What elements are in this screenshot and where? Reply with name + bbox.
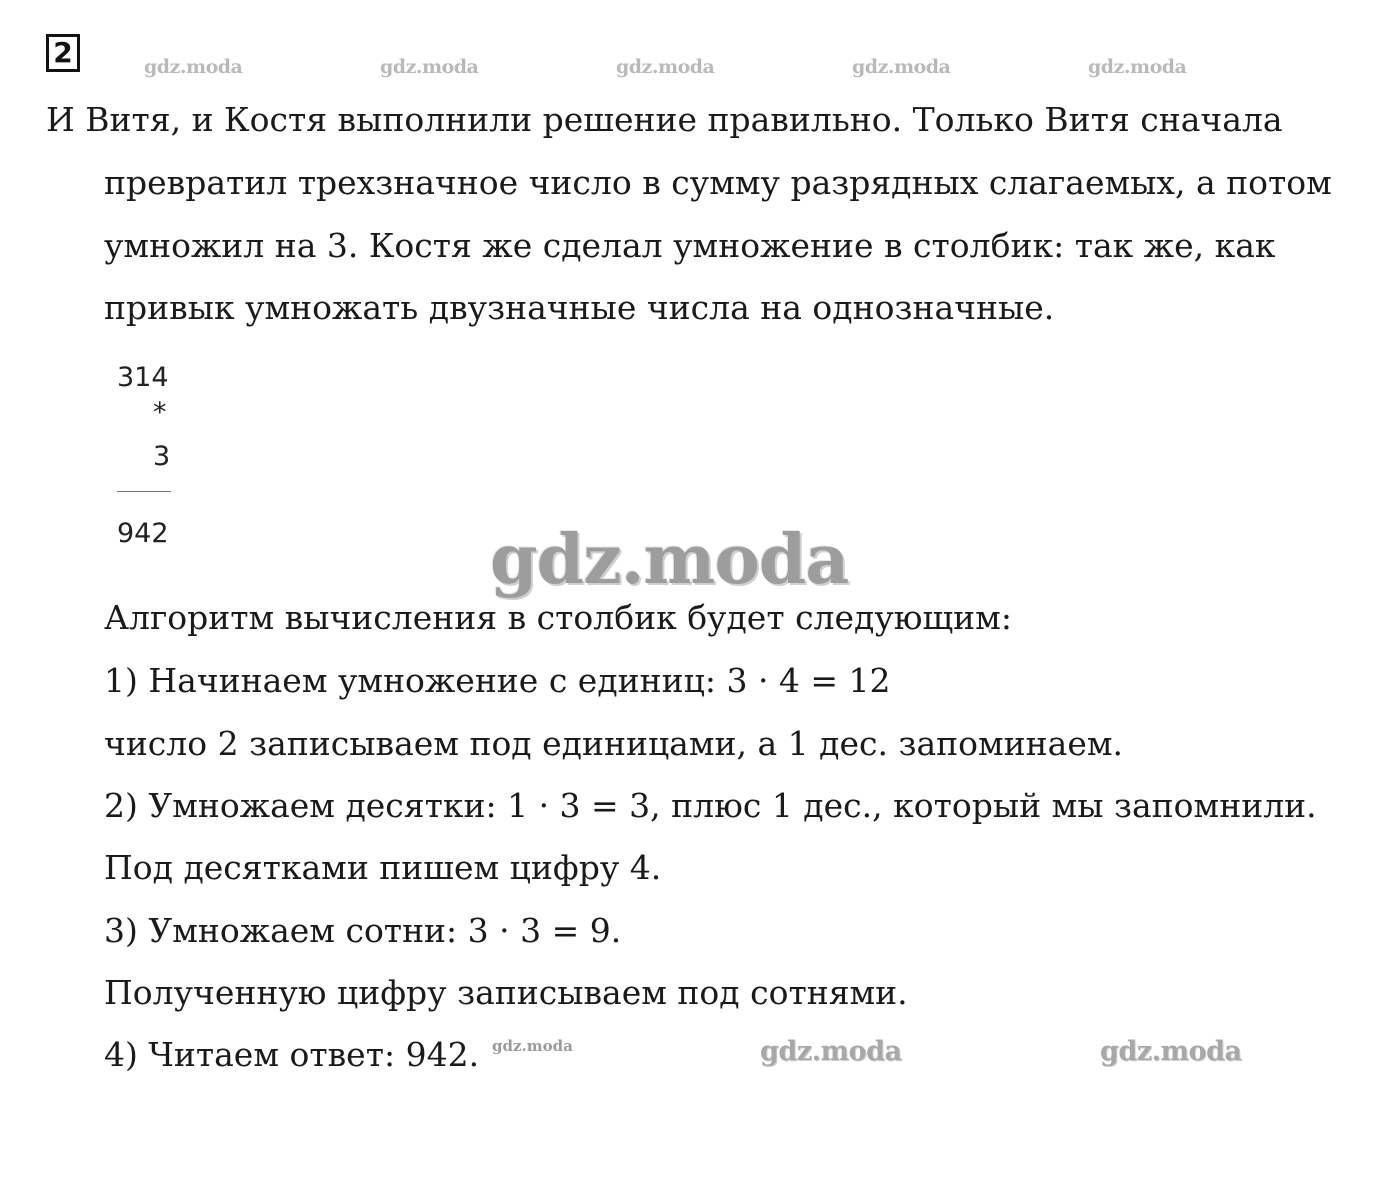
algorithm-step: Полученную цифру записываем под сотнями.: [104, 973, 908, 1012]
watermark-logo: gdz.moda: [760, 1036, 902, 1067]
algorithm-heading: Алгоритм вычисления в столбик будет следующим:: [104, 598, 1012, 637]
calc-multiplicand: 314: [117, 362, 169, 393]
intro-line: привык умножать двузначные числа на однозначные.: [104, 288, 1055, 327]
watermark-logo: gdz.moda: [492, 1037, 573, 1055]
algorithm-step: 2) Умножаем десятки: 1 · 3 = 3, плюс 1 дес., который мы запомнили.: [104, 786, 1317, 825]
watermark-logo: gdz.moda: [616, 56, 715, 78]
calc-divider-line: [117, 491, 171, 492]
calc-operator: *: [153, 397, 167, 428]
intro-line: превратил трехзначное число в сумму разрядных слагаемых, а потом: [104, 163, 1332, 202]
watermark-logo-large: gdz.moda: [490, 520, 849, 600]
algorithm-step: Под десятками пишем цифру 4.: [104, 848, 662, 887]
intro-line: И Витя, и Костя выполнили решение правильно. Только Витя сначала: [46, 100, 1283, 139]
algorithm-step: 1) Начинаем умножение с единиц: 3 · 4 = 12: [104, 661, 891, 700]
calc-result: 942: [117, 518, 169, 549]
watermark-logo: gdz.moda: [144, 56, 243, 78]
watermark-logo: gdz.moda: [852, 56, 951, 78]
intro-line: умножил на 3. Костя же сделал умножение в столбик: так же, как: [104, 226, 1276, 265]
watermark-logo: gdz.moda: [1100, 1036, 1242, 1067]
watermark-logo: gdz.moda: [1088, 56, 1187, 78]
watermark-logo: gdz.moda: [380, 56, 479, 78]
task-number-badge: 2: [46, 34, 80, 72]
algorithm-step: число 2 записываем под единицами, а 1 дес. запоминаем.: [104, 724, 1124, 763]
calc-multiplier: 3: [153, 441, 171, 472]
algorithm-step: 4) Читаем ответ: 942.: [104, 1035, 480, 1074]
algorithm-step: 3) Умножаем сотни: 3 · 3 = 9.: [104, 911, 622, 950]
